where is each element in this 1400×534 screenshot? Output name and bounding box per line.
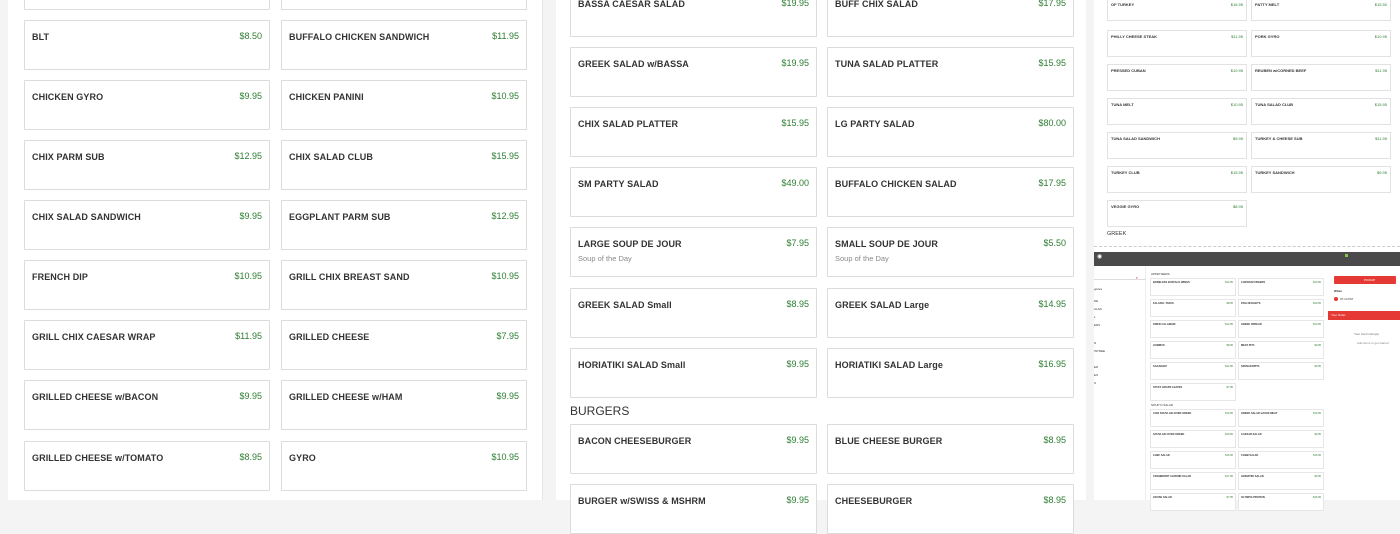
header-bar [1094, 252, 1400, 266]
item-price: $15.95 [781, 118, 809, 128]
menu-item-card[interactable] [24, 380, 270, 430]
menu-item-card[interactable] [1150, 451, 1236, 469]
item-price: $16.95 [1038, 359, 1066, 369]
item-price: $10.95 [1230, 102, 1243, 107]
item-description: Soup of the Day [578, 254, 632, 263]
logo-icon: ◉ [1097, 254, 1103, 260]
item-price: $19.95 [1225, 433, 1233, 436]
item-name: HORIATIKI SALAD Large [835, 360, 943, 370]
item-name: CAESAR SALAD [1241, 433, 1262, 436]
item-name: GREEK SALAD w/CHIX MEAT [1241, 412, 1278, 415]
sidebar-item[interactable]: gories [1094, 287, 1103, 291]
item-name: LG PARTY SALAD [835, 119, 915, 129]
item-name: MEZZ PITA [1241, 344, 1255, 347]
page-preview [1094, 252, 1400, 500]
item-name: GRILL CHIX CAESAR WRAP [32, 332, 156, 342]
item-price: $9.95 [1232, 136, 1243, 141]
menu-item-card[interactable] [1238, 451, 1324, 469]
menu-panel-sandwiches [8, 0, 543, 500]
item-price: $9.95 [1314, 365, 1321, 368]
menu-item-card[interactable] [1107, 0, 1247, 21]
item-price: $7.95 [1226, 386, 1233, 389]
menu-item-card[interactable] [827, 484, 1074, 534]
item-name: TUNA SALAD SANDWICH [1111, 136, 1160, 141]
item-price: $15.95 [1313, 454, 1321, 457]
item-name: BLT [32, 32, 50, 42]
your-order-header [1328, 311, 1400, 320]
menu-item-card[interactable] [1238, 320, 1324, 338]
item-name: CHICKEN GYRO [32, 92, 104, 102]
menu-item-card[interactable] [24, 260, 270, 310]
sidebar-item[interactable]: INTREE [1094, 349, 1106, 353]
item-price: $8.50 [239, 31, 262, 41]
item-name: GRILLED CHEESE [289, 332, 370, 342]
sidebar-item[interactable]: L [1094, 315, 1096, 319]
menu-item-card[interactable] [1251, 166, 1391, 193]
item-price: $12.95 [1225, 281, 1233, 284]
menu-item-card[interactable] [24, 0, 270, 10]
menu-item-card[interactable] [24, 441, 270, 491]
item-name: VEGGIE GYRO [1111, 204, 1140, 209]
item-name: CHIX SALAD CLUB [289, 152, 373, 162]
menu-item-card[interactable] [1150, 430, 1236, 448]
item-name: CHICKEN FINGERS [1241, 281, 1266, 284]
item-name: GRILLED CHEESE w/BACON [32, 392, 159, 402]
item-name: BURGER w/SWISS & MSHRM [578, 496, 706, 506]
item-name: BACON CHEESEBURGER [578, 436, 692, 446]
item-price: $8.95 [1226, 302, 1233, 305]
item-price: $12.95 [1225, 365, 1233, 368]
item-name: SMALL SOUP DE JOUR [835, 239, 938, 249]
item-price: $11.95 [1231, 34, 1243, 39]
item-price: $5.50 [1043, 238, 1066, 248]
menu-item-card[interactable] [1238, 472, 1324, 490]
item-price: $9.95 [786, 495, 809, 505]
item-name: CHEF SALAD [1153, 454, 1170, 457]
item-price: $15.95 [491, 151, 519, 161]
order-sidebar [1328, 266, 1400, 500]
item-price: $10.95 [491, 271, 519, 281]
item-price: $10.95 [1313, 323, 1321, 326]
item-price: $17.95 [1225, 475, 1233, 478]
item-name: PATTY MELT [1255, 2, 1280, 7]
item-price: $10.95 [1313, 302, 1321, 305]
menu-item-card[interactable] [1251, 64, 1391, 91]
item-name: BASSA CAESAR SALAD [578, 0, 685, 9]
item-name: FRIED CALAMARI [1153, 323, 1176, 326]
item-price: $80.00 [1038, 118, 1066, 128]
menu-panel-salads [556, 0, 1086, 506]
menu-item-card[interactable] [1107, 98, 1247, 125]
item-name: HUMMUS [1153, 344, 1165, 347]
item-price: $9.95 [1314, 433, 1321, 436]
menu-item-card[interactable] [1107, 166, 1247, 193]
section-title-appetizers: APPETIZERS [1151, 272, 1170, 276]
menu-item-card[interactable] [827, 167, 1074, 217]
item-name: TURKEY & CHEESE SUB [1255, 136, 1303, 141]
menu-item-card[interactable] [281, 320, 527, 370]
item-price: $9.95 [786, 359, 809, 369]
menu-item-card[interactable] [1107, 200, 1247, 227]
menu-item-card[interactable] [1150, 341, 1236, 359]
menu-item-card[interactable] [281, 441, 527, 491]
cart-empty-label: Your Cart is Empty [1354, 332, 1379, 336]
sidebar-item[interactable]: ED [1094, 365, 1099, 369]
menu-item-card[interactable] [1251, 132, 1391, 159]
item-price: $9.95 [1314, 475, 1321, 478]
item-price: $9.95 [496, 391, 519, 401]
menu-item-card[interactable] [570, 484, 817, 534]
item-name: CHIX PARM SUB [32, 152, 105, 162]
item-name: HORIATIKI SALAD [1241, 475, 1264, 478]
item-name: GREEK SPREAD [1241, 323, 1262, 326]
item-price: $19.95 [781, 58, 809, 68]
item-name: CRANBERRY ALMOND SALAD [1153, 475, 1192, 478]
item-name: COBB SALAD [1241, 454, 1259, 457]
menu-item-card[interactable] [1150, 362, 1236, 380]
menu-item-card[interactable] [1150, 409, 1236, 427]
menu-item-card[interactable] [827, 0, 1074, 37]
item-name: TURKEY SANDWICH [1255, 170, 1295, 175]
item-name: LARGE SOUP DE JOUR [578, 239, 682, 249]
item-name: REUBEN w/CORNED BEEF [1255, 68, 1307, 73]
item-price: $10.95 [1230, 68, 1243, 73]
menu-item-card[interactable] [281, 200, 527, 250]
item-name: FISH NUGGETS [1241, 302, 1261, 305]
item-name: CHIX SALAD PLATTER [578, 119, 679, 129]
item-name: GYRO [289, 453, 316, 463]
item-name: SOUVLAKI OVER GREEK [1153, 433, 1185, 436]
menu-item-card[interactable] [281, 140, 527, 190]
item-name: GRILL CHIX BREAST SAND [289, 272, 410, 282]
menu-item-card[interactable] [1238, 362, 1324, 380]
sidebar-item[interactable]: ES [1094, 373, 1099, 377]
item-name: TUNA SALAD CLUB [1255, 102, 1294, 107]
item-name: SPANAKOPITA [1241, 365, 1260, 368]
section-title-burgers: BURGERS [570, 404, 630, 418]
menu-item-card[interactable] [827, 107, 1074, 157]
menu-item-card[interactable] [1150, 383, 1236, 401]
item-price: $15.95 [1374, 102, 1387, 107]
menu-item-card[interactable] [1251, 30, 1391, 57]
item-name: CHICKEN PANINI [289, 92, 364, 102]
item-price: $9.95 [1376, 170, 1387, 175]
item-price: $15.95 [1230, 170, 1243, 175]
item-price: $15.95 [1313, 496, 1321, 499]
item-name: BONELESS BUFFALO WINGS [1153, 281, 1190, 284]
menu-panel-overview [1094, 0, 1400, 500]
item-price: $17.95 [1038, 178, 1066, 188]
item-name: BUFFALO CHICKEN SANDWICH [289, 32, 430, 42]
menu-item-card[interactable] [281, 20, 527, 70]
item-name: GREEK SALAD Large [835, 300, 930, 310]
sidebar-item[interactable]: N [1094, 341, 1097, 345]
item-name: FALAFEL TAPAS [1153, 302, 1174, 305]
item-price: $10.95 [1374, 34, 1387, 39]
item-price: $49.00 [781, 178, 809, 188]
item-price: $11.95 [1375, 136, 1387, 141]
menu-item-card[interactable] [827, 47, 1074, 97]
item-name: CHIX SOUVLAKI OVER GREEK [1153, 412, 1192, 415]
menu-item-card[interactable] [1238, 430, 1324, 448]
menu-item-card[interactable] [1238, 278, 1324, 296]
item-name: BUFF CHIX SALAD [835, 0, 918, 9]
item-price: $19.95 [1313, 412, 1321, 415]
item-price: $10.95 [1313, 281, 1321, 284]
clock-icon [1334, 297, 1338, 301]
menu-item-card[interactable] [281, 80, 527, 130]
time-label[interactable]: 07:13 PM [1340, 297, 1353, 301]
menu-item-card[interactable] [1238, 409, 1324, 427]
item-price: $7.95 [496, 331, 519, 341]
menu-item-card[interactable] [24, 80, 270, 130]
menu-item-card[interactable] [1107, 132, 1247, 159]
item-name: TUNA MELT [1111, 102, 1134, 107]
sidebar-item[interactable]: ERS [1094, 323, 1101, 327]
item-name: SAGANAKI [1153, 365, 1167, 368]
item-price: $9.95 [786, 435, 809, 445]
item-price: $15.95 [1225, 454, 1233, 457]
item-description: Soup of the Day [835, 254, 889, 263]
item-name: GRILLED CHEESE w/TOMATO [32, 453, 164, 463]
menu-item-card[interactable] [570, 0, 817, 37]
item-price: $9.95 [239, 391, 262, 401]
menu-item-card[interactable] [281, 260, 527, 310]
item-name: BLUE CHEESE BURGER [835, 436, 943, 446]
search-icon: ⌕ [1135, 275, 1138, 280]
menu-item-card[interactable] [1107, 30, 1247, 57]
section-title-greek: GREEK [1107, 231, 1127, 237]
search-field[interactable] [1094, 276, 1146, 280]
section-divider [1094, 246, 1400, 247]
when-label: When [1334, 289, 1343, 293]
item-name: OLYMPIA PROTEIN [1241, 496, 1265, 499]
item-price: $8.95 [239, 452, 262, 462]
item-name: PHILLY CHEESE STEAK [1111, 34, 1158, 39]
item-name: HORIATIKI SALAD Small [578, 360, 686, 370]
menu-item-card[interactable] [1238, 299, 1324, 317]
item-price: $10.95 [491, 452, 519, 462]
item-price: $10.95 [234, 271, 262, 281]
menu-item-card[interactable] [827, 227, 1074, 277]
cart-hint-label: Add items to get started [1357, 341, 1389, 345]
menu-item-card[interactable] [1150, 320, 1236, 338]
menu-item-card[interactable] [1238, 493, 1324, 511]
item-price: $8.95 [1043, 495, 1066, 505]
menu-item-card[interactable] [24, 140, 270, 190]
item-price: $12.95 [234, 151, 262, 161]
menu-item-card[interactable] [570, 227, 817, 277]
item-price: $15.50 [1374, 2, 1387, 7]
item-name: SM PARTY SALAD [578, 179, 659, 189]
your-order-label: Your Order [1331, 313, 1346, 317]
item-price: $8.95 [1232, 204, 1243, 209]
menu-item-card[interactable] [1238, 341, 1324, 359]
item-price: $14.95 [1038, 299, 1066, 309]
item-price: $11.95 [235, 331, 262, 341]
menu-item-card[interactable] [570, 107, 817, 157]
menu-item-card[interactable] [570, 348, 817, 398]
item-price: $8.95 [786, 299, 809, 309]
item-name: STUFF GRAPE LEAVES [1153, 386, 1183, 389]
section-title-soup-salad: SOUP N SALAD [1151, 403, 1174, 407]
item-name: CHIX SALAD SANDWICH [32, 212, 141, 222]
item-price: $8.95 [1226, 344, 1233, 347]
menu-item-card[interactable] [570, 167, 817, 217]
item-price: $9.95 [239, 91, 262, 101]
menu-item-card[interactable] [1107, 64, 1247, 91]
item-name: OF TURKEY [1111, 2, 1135, 7]
item-price: $12.95 [1225, 323, 1233, 326]
item-price: $7.95 [1226, 496, 1233, 499]
item-name: EGGPLANT PARM SUB [289, 212, 391, 222]
menu-item-card[interactable] [24, 20, 270, 70]
item-name: GRILLED CHEESE w/HAM [289, 392, 403, 402]
item-price: $19.95 [781, 0, 809, 8]
pickup-button[interactable] [1334, 276, 1396, 284]
item-name: FRENCH DIP [32, 272, 89, 282]
item-price: $15.95 [1038, 58, 1066, 68]
item-price: $12.95 [491, 211, 519, 221]
item-name: GREEK SALAD w/BASSA [578, 59, 689, 69]
sidebar-item[interactable]: S [1094, 381, 1097, 385]
item-name: BUFFALO CHICKEN SALAD [835, 179, 957, 189]
item-name: HOUSE SALAD [1153, 496, 1172, 499]
item-price: $19.95 [1225, 412, 1233, 415]
pickup-label: PICKUP [1364, 278, 1376, 282]
menu-item-card[interactable] [1251, 98, 1391, 125]
menu-item-card[interactable] [827, 288, 1074, 338]
status-icon [1345, 254, 1348, 257]
menu-item-card[interactable] [827, 348, 1074, 398]
item-name: CHEESEBURGER [835, 496, 913, 506]
item-price: $8.95 [1043, 435, 1066, 445]
menu-item-card[interactable] [1251, 0, 1391, 21]
menu-item-card[interactable] [281, 380, 527, 430]
menu-item-card[interactable] [570, 288, 817, 338]
menu-item-card[interactable] [827, 424, 1074, 474]
item-name: TUNA SALAD PLATTER [835, 59, 939, 69]
item-price: $9.95 [1314, 344, 1321, 347]
menu-item-card[interactable] [1150, 299, 1236, 317]
item-price: $11.95 [1375, 68, 1387, 73]
menu-item-card[interactable] [570, 47, 817, 97]
sidebar-item[interactable]: ALAD [1094, 307, 1102, 311]
category-sidebar [1094, 266, 1146, 500]
item-name: PRESSED CUBAN [1111, 68, 1146, 73]
menu-item-card[interactable] [24, 200, 270, 250]
item-price: $7.95 [786, 238, 809, 248]
sidebar-item[interactable]: DE [1094, 299, 1099, 303]
item-price: $17.95 [1038, 0, 1066, 8]
menu-item-card[interactable] [1150, 472, 1236, 490]
menu-item-card[interactable] [281, 0, 527, 10]
menu-item-card[interactable] [570, 424, 817, 474]
item-name: PORK GYRO [1255, 34, 1280, 39]
menu-item-card[interactable] [24, 320, 270, 370]
item-price: $16.95 [1230, 2, 1243, 7]
item-name: TURKEY CLUB [1111, 170, 1140, 175]
item-price: $9.95 [239, 211, 262, 221]
item-price: $10.95 [491, 91, 519, 101]
menu-item-card[interactable] [1150, 493, 1236, 511]
item-price: $11.95 [492, 31, 519, 41]
menu-item-card[interactable] [1150, 278, 1236, 296]
item-name: GREEK SALAD Small [578, 300, 672, 310]
